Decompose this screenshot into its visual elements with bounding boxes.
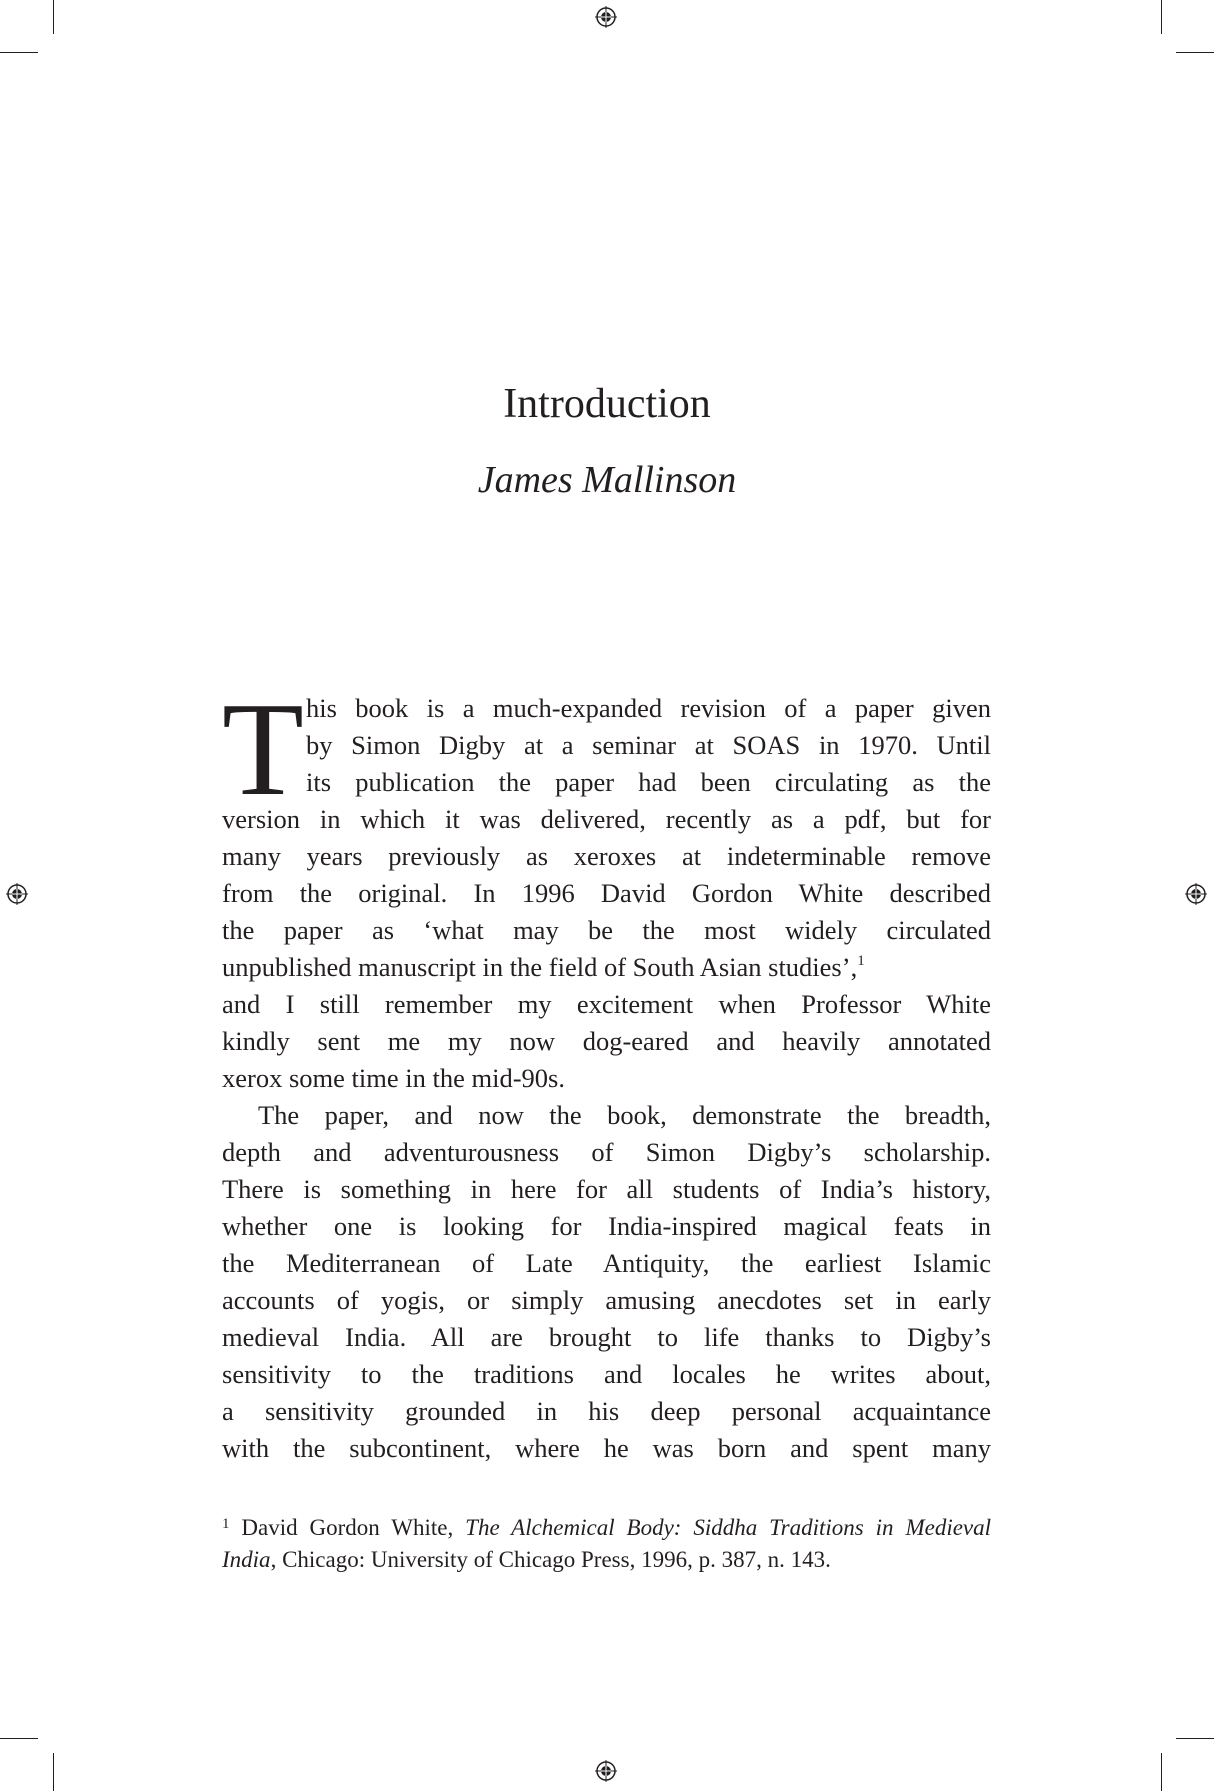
text-line: The paper, and now the book, demonstrate the breadth, [258,1100,991,1130]
text-line: kindly sent me my now dog-eared and heavily annotated [222,1026,991,1056]
drop-cap: T [222,675,304,823]
text-line: version in which it was delivered, recently as a pdf, but for [222,804,991,834]
crop-mark [53,0,54,34]
footnote-author: David Gordon White, [241,1515,454,1540]
footnote-publication: , Chicago: University of Chicago Press, 1996, p. 387, n. 143. [270,1547,831,1572]
body-text [222,675,991,1467]
footnote-book-title-end: India [222,1547,271,1572]
chapter-author: James Mallinson [477,459,737,501]
text-line: a sensitivity grounded in his deep personal acquaintance [222,1396,991,1426]
text-line: xerox some time in the mid-90s. [222,1063,565,1093]
text-line: accounts of yogis, or simply amusing anecdotes set in early [222,1285,991,1315]
text-line: the Mediterranean of Late Antiquity, the earliest Islamic [222,1248,991,1278]
crop-mark [1176,1738,1214,1739]
text-line: depth and adventurousness of Simon Digby’s scholarship. [222,1137,991,1167]
footnote-number: 1 [222,1516,230,1532]
text-line: his book is a much-expanded revision of a paper given [306,693,991,723]
footnote [222,1512,991,1576]
text-line: whether one is looking for India-inspired magical feats in [222,1211,991,1241]
text-line: sensitivity to the traditions and locales he writes about, [222,1359,991,1389]
text-line: medieval India. All are brought to life thanks to Digby’s [222,1322,991,1352]
text-line: and I still remember my excitement when Professor White [222,989,991,1019]
registration-mark-icon [595,6,617,28]
footnote-ref[interactable]: 1 [857,953,865,969]
chapter-title: Introduction [503,381,711,427]
crop-mark [0,52,38,53]
text-line: many years previously as xeroxes at indeterminable remove [222,841,991,871]
crop-mark [1161,1753,1162,1791]
crop-mark [1161,0,1162,34]
text-line-content: unpublished manuscript in the field of South Asian studies’, [222,952,858,982]
crop-mark [1176,52,1214,53]
registration-mark-icon [6,883,28,905]
text-line: its publication the paper had been circulating as the [306,767,991,797]
registration-mark-icon [1185,883,1207,905]
text-line: by Simon Digby at a seminar at SOAS in 1970. Until [306,730,991,760]
text-line: with the subcontinent, where he was born and spent many [222,1433,991,1463]
text-line: the paper as ‘what may be the most widely circulated [222,915,991,945]
text-line: There is something in here for all students of India’s history, [222,1174,991,1204]
crop-mark [0,1738,38,1739]
footnote-book-title: The Alchemical Body: Siddha Traditions in Medieval [465,1515,992,1540]
footnote-line [222,1512,991,1544]
text-line: from the original. In 1996 David Gordon White described [222,878,991,908]
footnote-line [222,1544,991,1576]
text-line [222,949,991,986]
registration-mark-icon [595,1760,617,1782]
crop-mark [53,1753,54,1791]
